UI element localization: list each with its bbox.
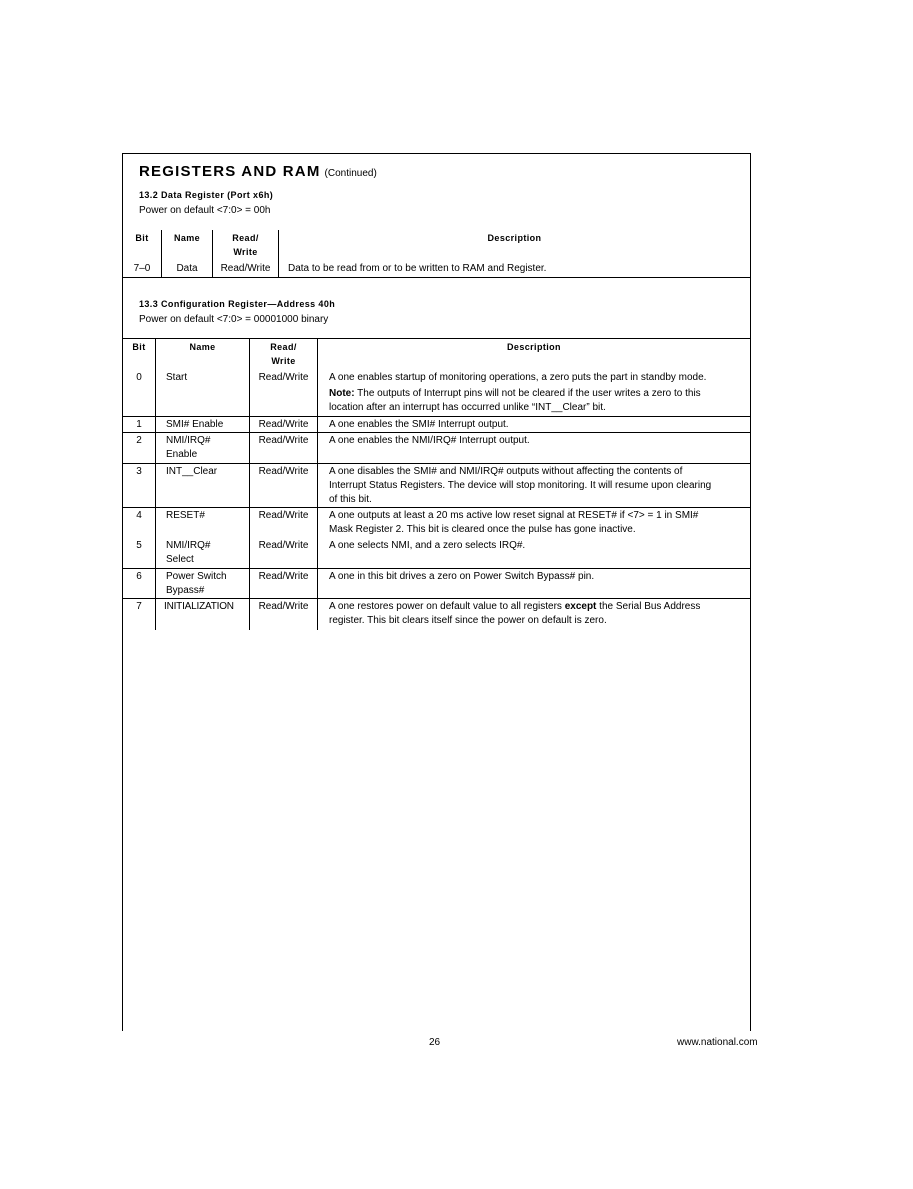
config-row-rw: Read/Write bbox=[258, 601, 309, 612]
config-register-heading: 13.3 Configuration Register—Address 40h bbox=[139, 299, 336, 309]
config-row-rw: Read/Write bbox=[258, 435, 309, 446]
config-row-bit: 6 bbox=[136, 571, 142, 582]
data-col-rw: Read/ Write bbox=[232, 233, 259, 257]
config-row-description: A one enables the NMI/IRQ# Interrupt output. bbox=[329, 435, 530, 446]
config-row-description: A one outputs at least a 20 ms active low reset signal at RESET# if <7> = 1 in SMI# Mask Register 2. This bit is cleared once the pulse has gone inactive. bbox=[329, 510, 699, 535]
data-col-name: Name bbox=[173, 233, 201, 243]
config-row-bit: 2 bbox=[136, 435, 142, 446]
config-row-bit: 5 bbox=[136, 540, 142, 551]
data-row-rw: Read/Write bbox=[220, 263, 271, 274]
config-row-name: RESET# bbox=[166, 510, 205, 521]
data-register-default: Power on default <7:0> = 00h bbox=[139, 205, 271, 216]
config-col-rw: Read/ Write bbox=[270, 342, 297, 366]
config-row-name: Power Switch Bypass# bbox=[166, 571, 227, 596]
config-row-rw: Read/Write bbox=[258, 571, 309, 582]
section-title bbox=[139, 163, 377, 180]
config-row-name: NMI/IRQ# Enable bbox=[166, 435, 211, 460]
data-row-bit: 7–0 bbox=[133, 263, 151, 274]
config-row-rw: Read/Write bbox=[258, 540, 309, 551]
note-label: Note: bbox=[329, 388, 355, 399]
config-register-default: Power on default <7:0> = 00001000 binary bbox=[139, 314, 329, 325]
config-row-name: NMI/IRQ# Select bbox=[166, 540, 211, 565]
document-frame bbox=[122, 153, 751, 1031]
config-row-name: Start bbox=[166, 372, 188, 383]
config-row-name: SMI# Enable bbox=[166, 419, 224, 430]
data-row-description: Data to be read from or to be written to RAM and Register. bbox=[288, 263, 547, 274]
section-title-text: REGISTERS AND RAM bbox=[139, 163, 321, 180]
data-col-bit: Bit bbox=[135, 233, 149, 243]
desc-part: the Serial Bus Address register. This bit clears itself since the power on default is zero. bbox=[329, 601, 701, 626]
config-row-description: A one disables the SMI# and NMI/IRQ# outputs without affecting the contents of Interrupt Status Registers. The device will stop monitoring. It will resume upon clearing of this bit. bbox=[329, 466, 712, 505]
config-row-rw: Read/Write bbox=[258, 466, 309, 477]
config-row-bit: 3 bbox=[136, 466, 142, 477]
config-row-bit: 7 bbox=[136, 601, 142, 612]
config-row-description: A one enables the SMI# Interrupt output. bbox=[329, 419, 509, 430]
data-row-name: Data bbox=[176, 263, 198, 274]
config-row-bit: 0 bbox=[136, 372, 142, 383]
config-row-description: A one selects NMI, and a zero selects IRQ#. bbox=[329, 540, 526, 551]
config-row-rw: Read/Write bbox=[258, 510, 309, 521]
desc-part: A one restores power on default value to all registers bbox=[329, 601, 565, 612]
desc-emphasis: except bbox=[564, 601, 597, 612]
config-row-description: A one enables startup of monitoring operations, a zero puts the part in standby mode. bbox=[329, 372, 707, 383]
config-row-name: INITIALIZATION bbox=[164, 601, 234, 612]
config-col-name: Name bbox=[189, 342, 216, 352]
data-col-description: Description bbox=[487, 233, 542, 243]
continued-label: (Continued) bbox=[324, 168, 377, 179]
config-row-note bbox=[329, 387, 744, 415]
note-text: The outputs of Interrupt pins will not be cleared if the user writes a zero to this location after an interrupt has occurred unlike “INT__Clear” bit. bbox=[329, 388, 701, 413]
config-row-rw: Read/Write bbox=[258, 419, 309, 430]
data-register-heading: 13.2 Data Register (Port x6h) bbox=[139, 190, 274, 200]
config-col-description: Description bbox=[507, 342, 561, 352]
config-col-bit: Bit bbox=[132, 342, 146, 352]
page-number: 26 bbox=[429, 1037, 441, 1048]
config-row-bit: 4 bbox=[136, 510, 142, 521]
config-row-bit: 1 bbox=[136, 419, 142, 430]
website-link[interactable]: www.national.com bbox=[677, 1037, 758, 1048]
config-row-rw: Read/Write bbox=[258, 372, 309, 383]
config-row-description bbox=[329, 600, 744, 628]
config-row-description: A one in this bit drives a zero on Power Switch Bypass# pin. bbox=[329, 571, 595, 582]
config-row-name: INT__Clear bbox=[166, 466, 218, 477]
